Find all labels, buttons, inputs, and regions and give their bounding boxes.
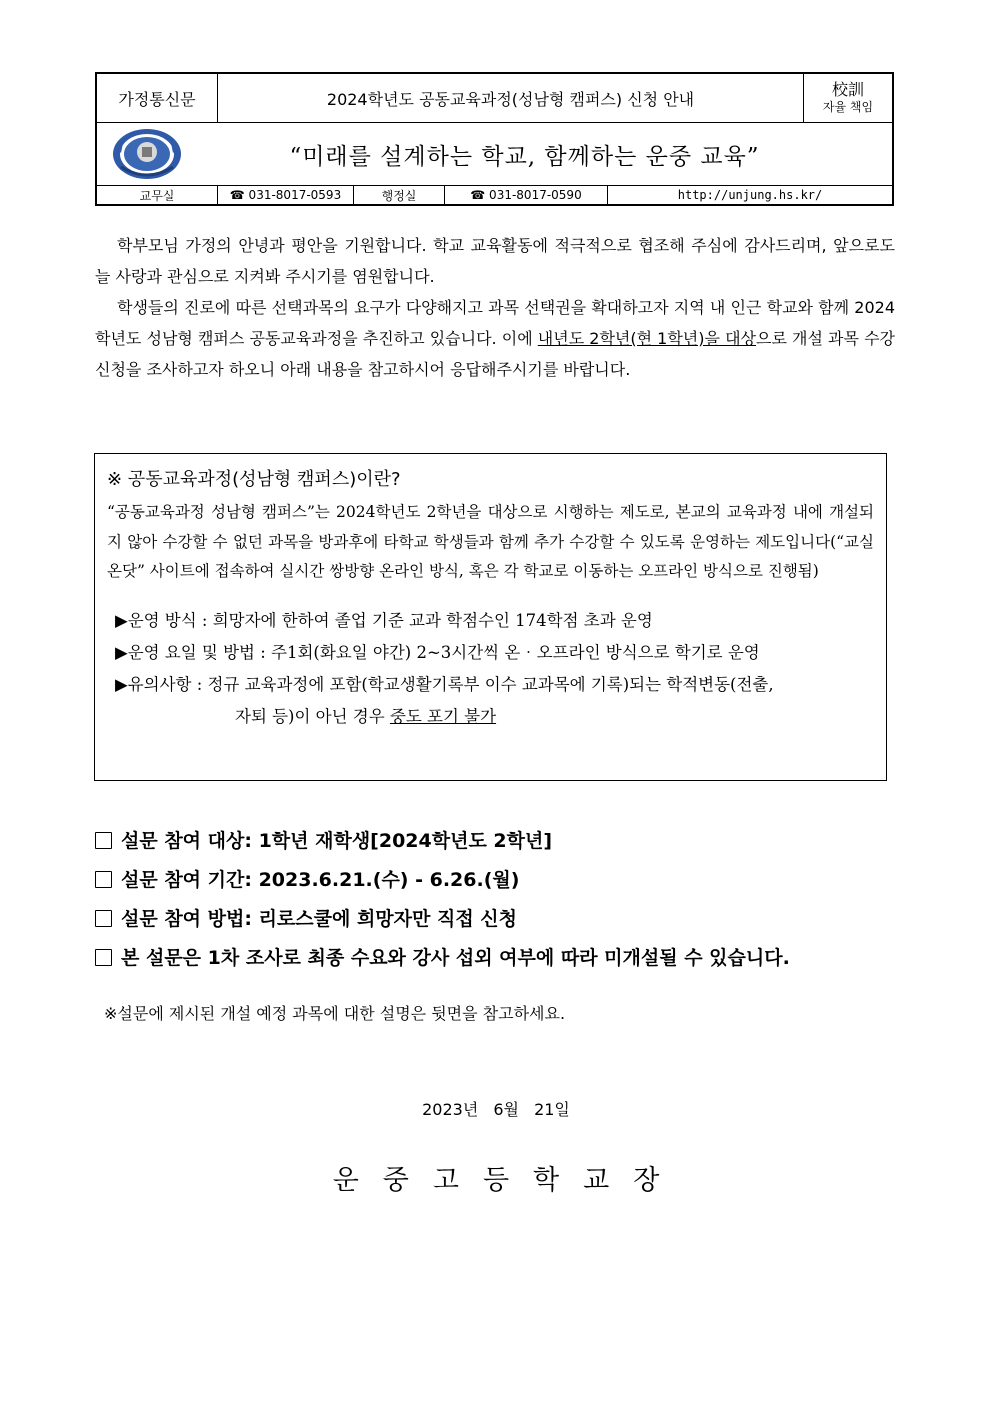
- intro-paragraph-1: 학부모님 가정의 안녕과 평안을 기원합니다. 학교 교육활동에 적극적으로 협조해 주심에 감사드리며, 앞으로도 늘 사랑과 관심으로 지켜봐 주시기를 염원합니다.: [95, 236, 895, 286]
- caution-cont-text: 자퇴 등)이 아닌 경우: [235, 706, 390, 726]
- header-table: [95, 72, 894, 206]
- motto-label: 校訓: [831, 80, 864, 99]
- info-box-body: “공동교육과정 성남형 캠퍼스”는 2024학년도 2학년을 대상으로 시행하는 제도로, 본교의 교육과정 내에 개설되지 않아 수강할 수 없던 과목을 방과후에 타학교 학생들과 함께 추가 수강할 수 있도록 운영하는 제도입니다(“교실온닷” 사이트에 접속하여 실시간 쌍방향 온라인 방식, 혹은 각 학교로 이동하는 오프라인 방식으로 진행됨): [107, 503, 874, 580]
- school-url-link[interactable]: http://unjung.hs.kr/: [677, 188, 823, 202]
- motto-text: 자율 책임: [822, 100, 874, 114]
- caution-emphasis: 중도 포기 불가: [389, 706, 497, 726]
- bullet-caution-cont: [115, 701, 874, 733]
- checkbox-icon[interactable]: [95, 832, 112, 849]
- office2-phone: ☎ 031-8017-0590: [445, 186, 608, 204]
- check-label: 설문 참여 방법: 리로스쿨에 희망자만 직접 신청: [121, 908, 518, 930]
- intro-paragraph-2: [95, 292, 895, 385]
- bullet-caution: ▶유의사항 : 정규 교육과정에 포함(학교생활기록부 이수 교과목에 기록)되는 학적변동(전출,: [115, 674, 774, 694]
- doc-title: 2024학년도 공동교육과정(성남형 캠퍼스) 신청 안내: [218, 74, 804, 122]
- checkbox-icon[interactable]: [95, 871, 112, 888]
- check-item-period: [95, 861, 790, 900]
- bullet-operation: ▶운영 방식 : 희망자에 한하여 졸업 기준 교과 학점수인 174학점 초과 운영: [115, 610, 653, 630]
- info-box-title: ※ 공동교육과정(성남형 캠퍼스)이란?: [107, 469, 401, 490]
- check-item-target: [95, 822, 790, 861]
- check-label: 설문 참여 기간: 2023.6.21.(수) - 6.26.(월): [121, 869, 520, 891]
- office2-label: 행정실: [354, 186, 445, 204]
- checkbox-icon[interactable]: [95, 949, 112, 966]
- school-motto: [804, 74, 892, 122]
- footnote: ※설문에 제시된 개설 예정 과목에 대한 설명은 뒷면을 참고하세요.: [104, 1004, 566, 1023]
- school-slogan: “미래를 설계하는 학교, 함께하는 운중 교육”: [289, 143, 760, 170]
- intro-p2-text-b: 으로 개설 과목 수강 신청을 조사하고자 하오니 아래 내용을 참고하시어 응답해주시기를 바랍니다.: [95, 329, 896, 379]
- info-box-bullets: [107, 605, 874, 733]
- school-emblem-icon: [97, 123, 197, 185]
- bullet-schedule: ▶운영 요일 및 방법 : 주1회(화요일 야간) 2~3시간씩 온‧오프라인 방식으로 학기로 운영: [115, 642, 760, 662]
- doc-type-label: 가정통신문: [97, 74, 218, 122]
- intro-p2-text-a: 학생들의 진로에 따른 선택과목의 요구가 다양해지고 과목 선택권을 확대하고자 지역 내 인근 학교와 함께 2024학년도 성남형 캠퍼스 공동교육과정을 추진하고 있습니다. 이에: [95, 298, 895, 348]
- info-box: [94, 453, 887, 781]
- principal-signature: 운중고등학교장: [332, 1165, 684, 1196]
- check-item-notice: [95, 939, 790, 978]
- office1-phone: ☎ 031-8017-0593: [218, 186, 354, 204]
- intro-p2-target: 내년도 2학년(현 1학년)을 대상: [537, 329, 756, 348]
- check-item-method: [95, 900, 790, 939]
- office1-label: 교무실: [97, 186, 218, 204]
- check-label: 설문 참여 대상: 1학년 재학생[2024학년도 2학년]: [121, 830, 553, 852]
- checkbox-icon[interactable]: [95, 910, 112, 927]
- issue-date: 2023년 6월 21일: [422, 1100, 570, 1119]
- survey-checklist: [95, 822, 790, 978]
- check-label: 본 설문은 1차 조사로 최종 수요와 강사 섭외 여부에 따라 미개설될 수 있습니다.: [121, 947, 790, 969]
